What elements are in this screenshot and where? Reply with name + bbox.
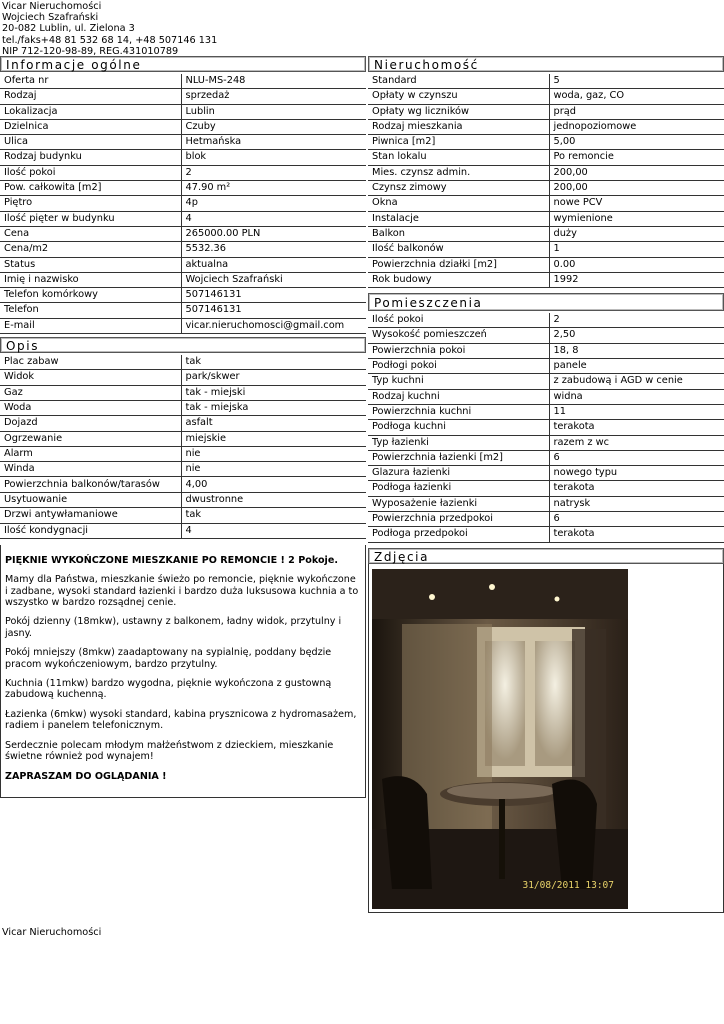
row-value: natrysk xyxy=(549,496,724,511)
row-label: Powierzchnia łazienki [m2] xyxy=(368,450,549,465)
table-row xyxy=(368,466,724,481)
table-row xyxy=(368,211,724,226)
table-row xyxy=(0,416,366,431)
row-value: terakota xyxy=(549,481,724,496)
row-value: nie xyxy=(181,462,366,477)
photo-timestamp: 31/08/2011 13:07 xyxy=(522,879,614,891)
opis-table xyxy=(0,355,366,539)
table-row xyxy=(368,257,724,272)
row-value: blok xyxy=(181,150,366,165)
table-row xyxy=(368,512,724,527)
table-row xyxy=(368,74,724,89)
table-row xyxy=(368,404,724,419)
table-row xyxy=(0,150,366,165)
owner-name: Wojciech Szafrański xyxy=(2,12,99,24)
row-label: Usytuowanie xyxy=(0,492,181,507)
row-value: 5532.36 xyxy=(181,242,366,257)
row-label: Telefon komórkowy xyxy=(0,288,181,303)
row-label: Cena/m2 xyxy=(0,242,181,257)
row-label: Glazura łazienki xyxy=(368,466,549,481)
row-label: Rodzaj budynku xyxy=(0,150,181,165)
row-label: Opłaty w czynszu xyxy=(368,89,549,104)
row-label: Podłoga łazienki xyxy=(368,481,549,496)
row-value: nowego typu xyxy=(549,466,724,481)
row-value: vicar.nieruchomosci@gmail.com xyxy=(181,318,366,333)
row-label: Lokalizacja xyxy=(0,104,181,119)
photo-drawing xyxy=(372,569,628,909)
row-label: Piętro xyxy=(0,196,181,211)
row-value: dwustronne xyxy=(181,492,366,507)
row-label: Podłoga przedpokoi xyxy=(368,527,549,542)
row-value: 507146131 xyxy=(181,288,366,303)
row-label: Piwnica [m2] xyxy=(368,135,549,150)
description-paragraph: Mamy dla Państwa, mieszkanie świeżo po remoncie, pięknie wykończone i zadbane, wysoki standard łazienki i bardzo duża luksusowa kuchnia a to wszystko w bardzo rozsądnej cenie. xyxy=(5,574,359,609)
table-row xyxy=(0,303,366,318)
row-value: asfalt xyxy=(181,416,366,431)
row-label: Okna xyxy=(368,196,549,211)
table-row xyxy=(368,135,724,150)
table-row xyxy=(0,492,366,507)
row-value: panele xyxy=(549,359,724,374)
table-row xyxy=(368,242,724,257)
row-label: Gaz xyxy=(0,385,181,400)
row-value: wymienione xyxy=(549,211,724,226)
table-row xyxy=(368,389,724,404)
table-row xyxy=(0,446,366,461)
row-value: 2 xyxy=(549,313,724,328)
row-value: park/skwer xyxy=(181,370,366,385)
table-row xyxy=(368,196,724,211)
row-value: woda, gaz, CO xyxy=(549,89,724,104)
row-value: miejskie xyxy=(181,431,366,446)
row-value: sprzedaż xyxy=(181,89,366,104)
row-value: 5 xyxy=(549,74,724,89)
row-label: Podłoga kuchni xyxy=(368,420,549,435)
company-name: Vicar Nieruchomości xyxy=(2,1,102,12)
row-label: Oferta nr xyxy=(0,74,181,89)
row-value: razem z wc xyxy=(549,435,724,450)
table-row xyxy=(0,288,366,303)
section-general-title: Informacje ogólne xyxy=(0,56,366,72)
row-label: Telefon xyxy=(0,303,181,318)
table-row xyxy=(368,272,724,287)
row-label: Opłaty wg liczników xyxy=(368,104,549,119)
table-row xyxy=(0,400,366,415)
row-value: terakota xyxy=(549,420,724,435)
row-value: 6 xyxy=(549,512,724,527)
table-row xyxy=(368,328,724,343)
row-value: widna xyxy=(549,389,724,404)
table-row xyxy=(368,435,724,450)
table-row xyxy=(368,119,724,134)
table-row xyxy=(368,496,724,511)
row-value: 507146131 xyxy=(181,303,366,318)
table-row xyxy=(0,318,366,333)
row-value: Lublin xyxy=(181,104,366,119)
row-value: 4,00 xyxy=(181,477,366,493)
row-value: duży xyxy=(549,226,724,241)
row-label: Powierzchnia przedpokoi xyxy=(368,512,549,527)
row-value: 2,50 xyxy=(549,328,724,343)
phone: tel./faks+48 81 532 68 14, +48 507146 131 xyxy=(2,34,218,46)
row-label: Czynsz zimowy xyxy=(368,181,549,196)
left-column xyxy=(0,56,366,798)
description-paragraph: PIĘKNIE WYKOŃCZONE MIESZKANIE PO REMONCIE ! 2 Pokoje. xyxy=(5,554,338,566)
footer-company: Vicar Nieruchomości xyxy=(2,927,102,938)
row-label: Powierzchnia kuchni xyxy=(368,404,549,419)
row-value: nowe PCV xyxy=(549,196,724,211)
table-row xyxy=(368,374,724,389)
row-value: tak - miejska xyxy=(181,400,366,415)
section-opis-title: Opis xyxy=(0,337,366,353)
table-row xyxy=(0,355,366,370)
row-label: Typ kuchni xyxy=(368,374,549,389)
row-value: 47.90 m² xyxy=(181,181,366,196)
table-row xyxy=(0,477,366,493)
row-value: 200,00 xyxy=(549,181,724,196)
description-paragraph: Pokój dzienny (18mkw), ustawny z balkonem, ładny widok, przytulny i jasny. xyxy=(5,616,342,639)
table-row xyxy=(368,181,724,196)
row-value: Wojciech Szafrański xyxy=(181,272,366,287)
row-label: Balkon xyxy=(368,226,549,241)
table-row xyxy=(0,226,366,241)
row-label: Alarm xyxy=(0,446,181,461)
table-row xyxy=(368,226,724,241)
row-value: terakota xyxy=(549,527,724,542)
row-label: Ilość pokoi xyxy=(368,313,549,328)
row-label: Standard xyxy=(368,74,549,89)
row-label: Typ łazienki xyxy=(368,435,549,450)
table-row xyxy=(0,181,366,196)
row-value: Czuby xyxy=(181,119,366,134)
section-property-title: Nieruchomość xyxy=(368,56,724,72)
description-paragraph: ZAPRASZAM DO OGLĄDANIA ! xyxy=(5,770,167,782)
property-table xyxy=(368,74,724,288)
table-row xyxy=(368,343,724,358)
row-label: Powierzchnia pokoi xyxy=(368,343,549,358)
table-row xyxy=(368,481,724,496)
table-row xyxy=(0,135,366,150)
row-value: tak xyxy=(181,508,366,523)
row-value: 4 xyxy=(181,211,366,226)
row-value: 6 xyxy=(549,450,724,465)
general-table xyxy=(0,74,366,334)
table-row xyxy=(0,119,366,134)
row-label: Woda xyxy=(0,400,181,415)
row-value: 18, 8 xyxy=(549,343,724,358)
address: 20-082 Lublin, ul. Zielona 3 xyxy=(2,23,135,35)
row-label: Rodzaj xyxy=(0,89,181,104)
row-label: Drzwi antywłamaniowe xyxy=(0,508,181,523)
row-label: Widok xyxy=(0,370,181,385)
description-paragraph: Łazienka (6mkw) wysoki standard, kabina prysznicowa z hydromasażem, radiem i panelem telefonicznym. xyxy=(5,708,357,732)
table-row xyxy=(0,165,366,180)
row-value: nie xyxy=(181,446,366,461)
table-row xyxy=(0,242,366,257)
row-value: 265000.00 PLN xyxy=(181,226,366,241)
row-label: E-mail xyxy=(0,318,181,333)
row-value: jednopoziomowe xyxy=(549,119,724,134)
table-row xyxy=(0,431,366,446)
table-row xyxy=(0,104,366,119)
row-value: 5,00 xyxy=(549,135,724,150)
row-label: Powierzchnia działki [m2] xyxy=(368,257,549,272)
row-label: Mies. czynsz admin. xyxy=(368,165,549,180)
agency-header xyxy=(2,1,217,57)
row-label: Rodzaj mieszkania xyxy=(368,119,549,134)
row-label: Ilość pokoi xyxy=(0,165,181,180)
row-value: tak - miejski xyxy=(181,385,366,400)
row-value: 200,00 xyxy=(549,165,724,180)
description-paragraph: Kuchnia (11mkw) bardzo wygodna, pięknie wykończona z gustowną zabudową kuchenną. xyxy=(5,678,332,701)
row-label: Wyposażenie łazienki xyxy=(368,496,549,511)
row-value: 4p xyxy=(181,196,366,211)
table-row xyxy=(368,450,724,465)
row-value: NLU-MS-248 xyxy=(181,74,366,89)
description-paragraph: Pokój mniejszy (8mkw) zaadaptowany na sypialnię, poddany będzie pracom wykończeniowym, bardzo przytulny. xyxy=(5,647,332,670)
table-row xyxy=(368,313,724,328)
row-label: Cena xyxy=(0,226,181,241)
section-rooms-title: Pomieszczenia xyxy=(368,293,724,311)
row-value: 2 xyxy=(181,165,366,180)
row-label: Status xyxy=(0,257,181,272)
table-row xyxy=(0,74,366,89)
table-row xyxy=(0,385,366,400)
table-row xyxy=(0,508,366,523)
row-value: 1 xyxy=(549,242,724,257)
table-row xyxy=(0,211,366,226)
row-label: Ulica xyxy=(0,135,181,150)
right-column xyxy=(368,56,724,913)
table-row xyxy=(0,272,366,287)
table-row xyxy=(368,527,724,542)
table-row xyxy=(368,359,724,374)
row-label: Ilość pięter w budynku xyxy=(0,211,181,226)
table-row xyxy=(368,420,724,435)
table-row xyxy=(0,370,366,385)
table-row xyxy=(0,257,366,272)
row-value: tak xyxy=(181,355,366,370)
row-value: Po remoncie xyxy=(549,150,724,165)
row-label: Imię i nazwisko xyxy=(0,272,181,287)
row-value: 11 xyxy=(549,404,724,419)
section-photos-title: Zdjęcia xyxy=(368,548,724,564)
row-value: aktualna xyxy=(181,257,366,272)
row-label: Dzielnica xyxy=(0,119,181,134)
table-row xyxy=(0,462,366,477)
description xyxy=(0,545,366,798)
table-row xyxy=(0,196,366,211)
row-label: Rodzaj kuchni xyxy=(368,389,549,404)
row-label: Dojazd xyxy=(0,416,181,431)
description-paragraph: Serdecznie polecam młodym małżeństwom z dzieckiem, mieszkanie świetne również pod wynajem! xyxy=(5,739,334,763)
row-label: Powierzchnia balkonów/tarasów xyxy=(0,477,181,493)
row-label: Podłogi pokoi xyxy=(368,359,549,374)
row-label: Ogrzewanie xyxy=(0,431,181,446)
rooms-table xyxy=(368,313,724,542)
photo-frame xyxy=(368,564,724,913)
row-value: Hetmańska xyxy=(181,135,366,150)
row-value: 1992 xyxy=(549,272,724,287)
row-label: Rok budowy xyxy=(368,272,549,287)
table-row xyxy=(368,150,724,165)
row-label: Ilość kondygnacji xyxy=(0,523,181,538)
row-label: Instalacje xyxy=(368,211,549,226)
table-row xyxy=(368,89,724,104)
row-label: Wysokość pomieszczeń xyxy=(368,328,549,343)
row-label: Ilość balkonów xyxy=(368,242,549,257)
row-value: 4 xyxy=(181,523,366,538)
row-label: Plac zabaw xyxy=(0,355,181,370)
table-row xyxy=(368,165,724,180)
row-value: 0.00 xyxy=(549,257,724,272)
table-row xyxy=(0,523,366,538)
row-value: z zabudową i AGD w cenie xyxy=(549,374,724,389)
row-label: Pow. całkowita [m2] xyxy=(0,181,181,196)
table-row xyxy=(368,104,724,119)
table-row xyxy=(0,89,366,104)
row-label: Stan lokalu xyxy=(368,150,549,165)
apartment-photo[interactable] xyxy=(372,569,628,909)
row-label: Winda xyxy=(0,462,181,477)
row-value: prąd xyxy=(549,104,724,119)
nip: NIP 712-120-98-89, REG.431010789 xyxy=(2,45,179,57)
